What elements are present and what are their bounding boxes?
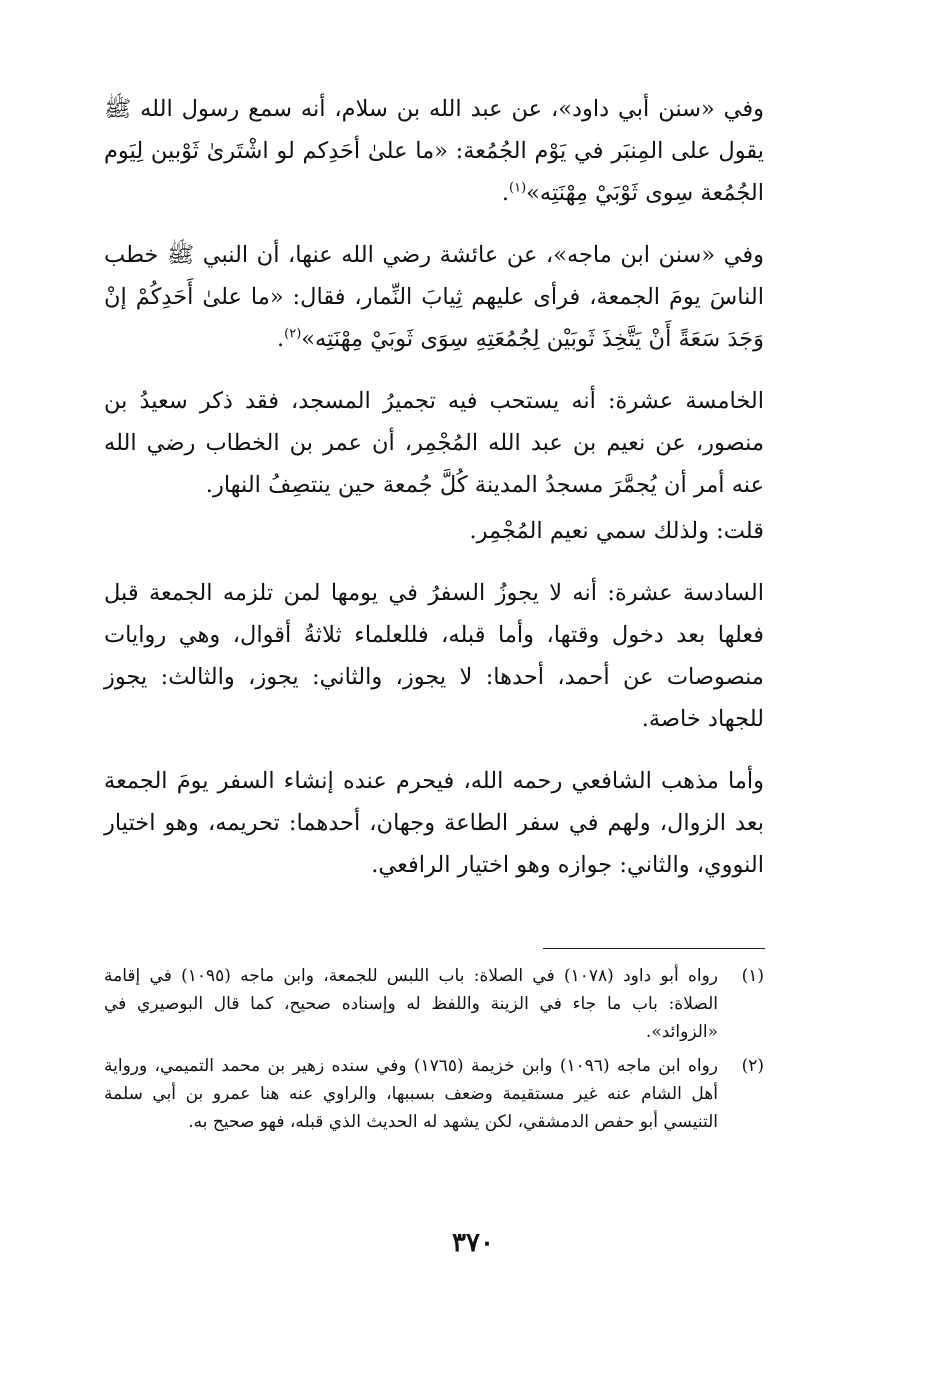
footnote-number: (١) — [741, 966, 764, 986]
paragraph-text: وأما مذهب الشافعي رحمه الله، فيحرم عنده إنشاء السفر يومَ الجمعة بعد الزوال، ولهم في سفر الطاعة وجهان، أحدهما: تحريمه، وهو اختيار النووي، والثاني: جوازه وهو اختيار الرافعي. — [104, 768, 764, 878]
paragraph-end: . — [501, 180, 510, 206]
page-number: ٣٧٠ — [452, 1228, 494, 1258]
paragraph-text: السادسة عشرة: أنه لا يجوزُ السفرُ في يومها لمن تلزمه الجمعة قبل فعلها بعد دخول وقتها، وأما قبله، فللعلماء ثلاثةُ أقوال، وهي روايات منصوصات عن أحمد، أحدها: لا يجوز، والثاني: يجوز، والثالث: يجوز للجهاد خاصة. — [104, 580, 764, 732]
paragraph-abu-dawud-hadith — [104, 88, 764, 214]
paragraph-text: قلت: ولذلك سمي نعيم المُجْمِر. — [469, 518, 764, 544]
footnote-separator — [543, 948, 765, 949]
paragraph-remark — [104, 510, 764, 552]
paragraph-end: . — [276, 326, 285, 352]
footnote-1 — [104, 962, 764, 1046]
paragraph-ibn-majah-hadith — [104, 234, 764, 360]
paragraph-fifteenth — [104, 380, 764, 506]
paragraph-text: الخامسة عشرة: أنه يستحب فيه تجميرُ المسجد، فقد ذكر سعيدُ بن منصور، عن نعيم بن عبد الله المُجْمِر، أن عمر بن الخطاب رضي الله عنه أمر أن يُجمَّرَ مسجدُ المدينة كُلَّ جُمعة حين ينتصِفُ النهار. — [104, 388, 764, 498]
footnote-ref: (١) — [509, 180, 527, 196]
footnote-text: رواه ابن ماجه (١٠٩٦) وابن خزيمة (١٧٦٥) وفي سنده زهير بن محمد التميمي، ورواية أهل الشام عنه غير مستقيمة وضعف بسببها، والراوي عنه هنا عمرو بن أبي سلمة التنيسي أبو حفص الدمشقي، لكن يشهد له الحديث الذي قبله، فهو صحيح به. — [104, 1056, 718, 1132]
footnote-number: (٢) — [741, 1056, 764, 1076]
footnote-text: رواه أبو داود (١٠٧٨) في الصلاة: باب اللبس للجمعة، وابن ماجه (١٠٩٥) في إقامة الصلاة: باب ما جاء في الزينة واللفظ له وإسناده صحيح، كما قال البوصيري في «الزوائد». — [104, 966, 718, 1042]
paragraph-shafii-view — [104, 760, 764, 886]
paragraph-text: وفي «سنن أبي داود»، عن عبد الله بن سلام، أنه سمع رسول الله ﷺ يقول على المِنبَر في يَوْم الجُمُعة: «ما علىٰ أحَدِكم لو اشْتَرىٰ ثَوْبين لِيَوم الجُمُعة سِوى ثَوْبَيْ مِهْنَتِه» — [104, 96, 764, 206]
main-text — [104, 88, 764, 886]
footnote-ref: (٢) — [284, 326, 302, 342]
footnotes — [104, 962, 764, 1142]
footnote-2 — [104, 1052, 764, 1136]
paragraph-sixteenth — [104, 572, 764, 740]
paragraph-text: وفي «سنن ابن ماجه»، عن عائشة رضي الله عنها، أن النبي ﷺ خطب الناسَ يومَ الجمعة، فرأى عليهم ثِيابَ النِّمار، فقال: «ما علىٰ أَحَدِكُمْ إنْ وَجَدَ سَعَةً أَنْ يَتَّخِذَ ثَوبَيْن لِجُمُعَتِهِ سِوَى ثَوبَيْ مِهْنَتِه» — [104, 242, 764, 352]
